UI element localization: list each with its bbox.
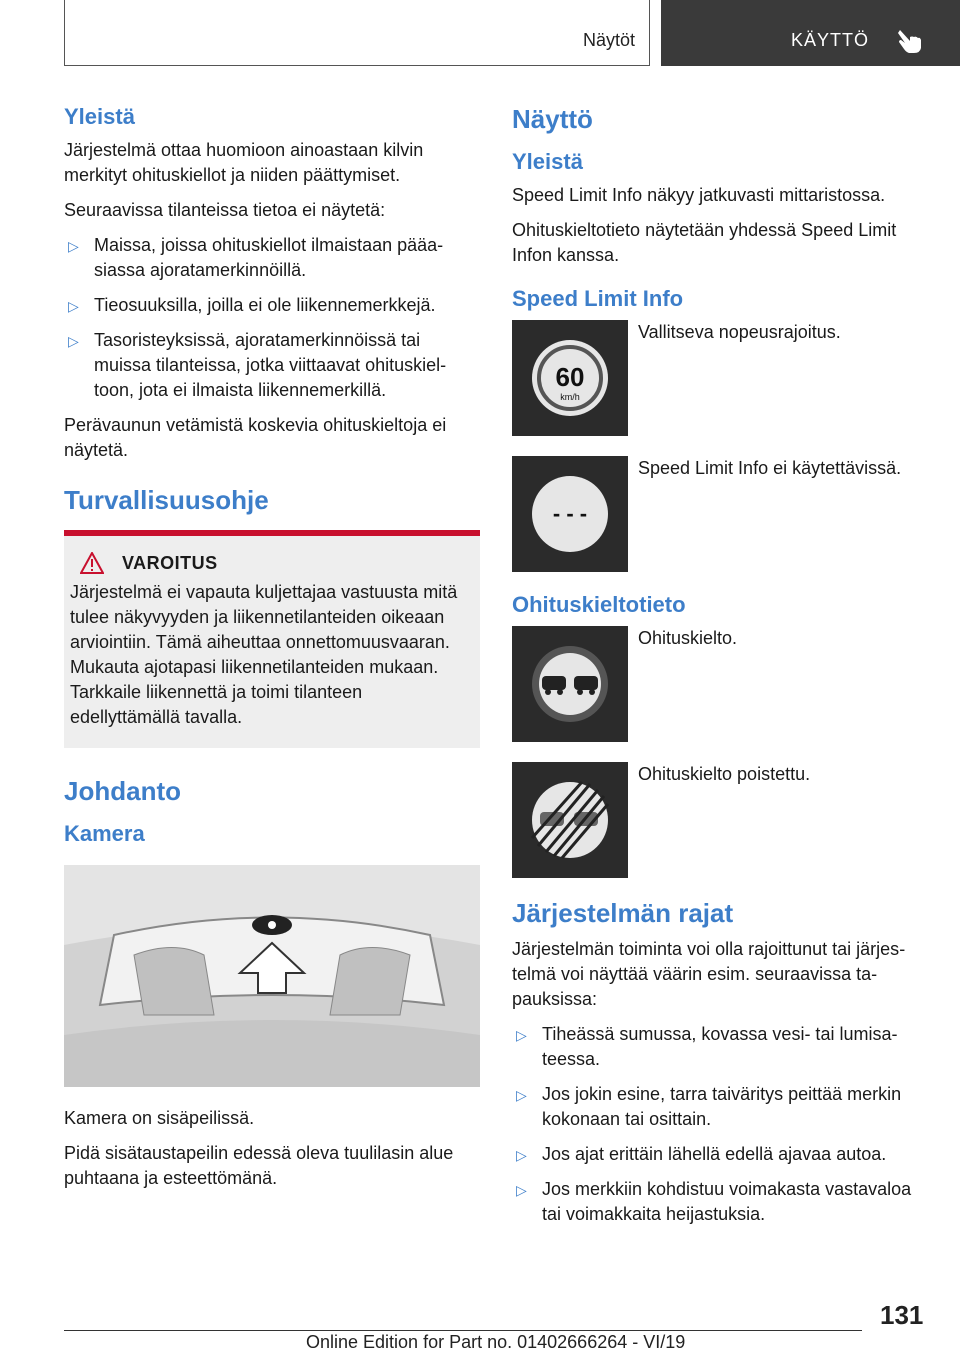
sign-row <box>512 320 928 436</box>
sign-caption: Ohituskielto poistettu. <box>638 764 811 784</box>
bullet-list <box>512 1022 928 1227</box>
bullet-triangle-icon: ▷ <box>516 1087 527 1103</box>
paragraph: Speed Limit Info näkyy jatkuvasti mittaristossa. <box>512 185 886 205</box>
list-item: ▷ Tasoristeyksissä, ajoratamerkinnöissä tai muissa tilanteissa, jotka viittaavat ohituskieltoon, jota ei ilmaista liikennemerkillä. <box>68 330 447 400</box>
sign-row <box>512 762 928 878</box>
section-title-speed-limit-info: Speed Limit Info <box>512 286 684 311</box>
end-of-no-overtaking-sign-icon <box>512 762 628 878</box>
warning-triangle-icon <box>80 552 104 574</box>
list-item: ▷ Maissa, joissa ohituskiellot ilmaistaan pääasiassa ajoratamerkinnöillä. <box>68 235 444 280</box>
speed-limit-unavailable-sign-icon <box>512 456 628 572</box>
section-title-naytto: Näyttö <box>512 104 593 134</box>
sign-caption: Vallitseva nopeusrajoitus. <box>638 322 841 342</box>
bullet-triangle-icon: ▷ <box>68 333 79 349</box>
list-item: ▷ Jos merkkiin kohdistuu voimakasta vastavaloa tai voimakkaita heijastuksia. <box>516 1179 912 1224</box>
warning-header <box>80 552 472 574</box>
sign-caption: Ohituskielto. <box>638 628 738 648</box>
sign-caption: Speed Limit Info ei käytettävissä. <box>638 458 902 478</box>
sign-value: 60 <box>555 362 585 392</box>
bullet-triangle-icon: ▷ <box>68 238 79 254</box>
bullet-triangle-icon: ▷ <box>516 1147 527 1163</box>
paragraph: Kamera on sisäpeilissä. <box>64 1108 255 1128</box>
warning-box <box>64 530 480 748</box>
list-item: ▷ Jos jokin esine, tarra taiväritys peittää merkin kokonaan tai osittain. <box>516 1084 902 1129</box>
section-title-yleista-right: Yleistä <box>512 149 583 174</box>
left-column <box>64 100 480 1201</box>
bullet-triangle-icon: ▷ <box>68 298 79 314</box>
camera-illustration <box>64 865 480 1087</box>
header-chapter-tab <box>661 0 960 66</box>
sign-row <box>512 626 928 742</box>
paragraph: Seuraavissa tilanteissa tietoa ei näytetä: <box>64 200 386 220</box>
paragraph: Ohituskieltotieto näytetään yhdessä Speed Limit Infon kanssa. <box>512 220 897 265</box>
no-overtaking-sign-icon <box>512 626 628 742</box>
section-title-yleista: Yleistä <box>64 104 135 129</box>
section-title-turvallisuusohje: Turvallisuusohje <box>64 485 269 515</box>
header-section-title: Näytöt <box>582 30 635 50</box>
header-chapter-label: KÄYTTÖ <box>791 30 870 50</box>
sign-row <box>512 456 928 572</box>
section-title-johdanto: Johdanto <box>64 776 181 806</box>
speed-limit-60-sign-icon <box>512 320 628 436</box>
sign-value: - - - <box>552 501 588 526</box>
section-title-ohituskieltotieto: Ohituskieltotieto <box>512 592 686 617</box>
list-item: ▷ Jos ajat erittäin lähellä edellä ajavaa autoa. <box>512 1142 928 1167</box>
footer-divider <box>64 1330 862 1331</box>
section-title-jarjestelman-rajat: Järjestelmän rajat <box>512 898 734 928</box>
page-number: 131 <box>880 1300 924 1330</box>
header-section-box <box>64 0 650 66</box>
list-item: ▷ Tiheässä sumussa, kovassa vesi- tai lumisateessa. <box>516 1024 898 1069</box>
warning-label: VAROITUS <box>122 552 218 573</box>
paragraph: Perävaunun vetämistä koskevia ohituskieltoja ei näytetä. <box>64 415 447 460</box>
section-title-kamera: Kamera <box>64 821 145 846</box>
sign-unit: km/h <box>560 392 580 402</box>
paragraph: Järjestelmä ottaa huomioon ainoastaan kilvin merkityt ohituskiellot ja niiden päättymiset. <box>64 140 424 185</box>
paragraph: Järjestelmän toiminta voi olla rajoittunut tai järjestelmä voi näyttää väärin esim. seuraavissa tapauksissa: <box>512 939 906 1009</box>
footer-edition: Online Edition for Part no. 01402666264 - VI/19 <box>306 1332 686 1352</box>
hand-pointer-icon <box>897 26 923 54</box>
warning-text: Järjestelmä ei vapauta kuljettajaa vastuusta mitä tulee näkyvyyden ja liikennetilanteiden oikeaan arviointiin. Tämä aiheuttaa onnettomuusvaaran. Mukauta ajotapasi liikennetilanteiden mukaan. Tarkkaile liikennettä ja toimi tilanteen edellyttämällä tavalla. <box>70 582 458 727</box>
bullet-triangle-icon: ▷ <box>516 1027 527 1043</box>
bullet-list <box>64 233 480 403</box>
right-column <box>512 100 928 1237</box>
bullet-triangle-icon: ▷ <box>516 1182 527 1198</box>
paragraph: Pidä sisätaustapeilin edessä oleva tuulilasin alue puhtaana ja esteettömänä. <box>64 1143 454 1188</box>
list-item: ▷ Tieosuuksilla, joilla ei ole liikennemerkkejä. <box>64 293 480 318</box>
